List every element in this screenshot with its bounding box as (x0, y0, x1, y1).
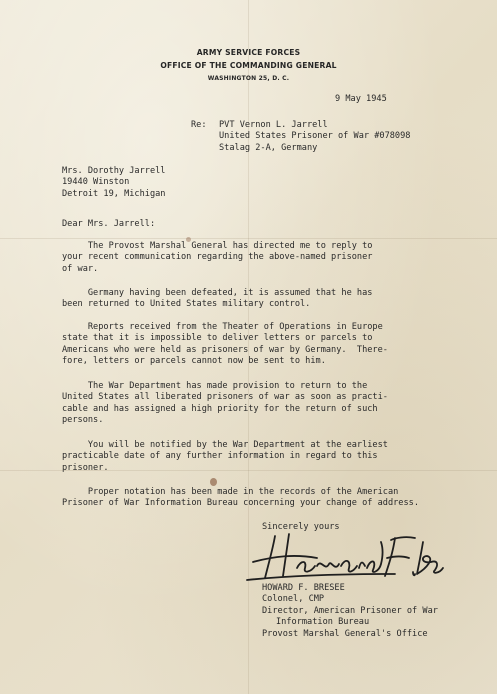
body-line: been returned to United States military control. (62, 299, 311, 310)
ink-stain (210, 478, 217, 486)
body-line: Prisoner of War Information Bureau concerning your change of address. (62, 498, 419, 509)
body-line: United States all liberated prisoners of war as soon as practi- (62, 392, 388, 403)
body-line: Germany having been defeated, it is assumed that he has (62, 288, 373, 298)
body-line: You will be notified by the War Department at the earliest (62, 440, 388, 450)
salutation: Dear Mrs. Jarrell: (62, 219, 156, 229)
signer-title: Information Bureau (276, 617, 370, 628)
body-line: Americans who were held as prisoners of war by Germany. There- (62, 344, 388, 355)
body-line: Proper notation has been made in the records of the American (62, 487, 399, 497)
recipient-line: Detroit 19, Michigan (62, 188, 166, 199)
recipient-address (62, 166, 165, 200)
body-paragraph (62, 381, 388, 427)
closing: Sincerely yours (262, 522, 340, 532)
body-paragraph (62, 288, 372, 311)
signer-block (262, 583, 438, 640)
letterhead-line-3: WASHINGTON 25, D. C. (207, 75, 290, 82)
body-line: persons. (62, 415, 104, 426)
reference-label: Re: (191, 120, 207, 130)
body-paragraph (62, 440, 388, 474)
signer-title: Colonel, CMP (262, 594, 325, 605)
body-line: of war. (62, 263, 99, 274)
reference-block (191, 120, 410, 154)
reference-line-3: Stalag 2-A, Germany (219, 142, 318, 153)
body-line: state that it is impossible to deliver letters or parcels to (62, 333, 373, 344)
signer-title: Provost Marshal General's Office (262, 628, 428, 639)
body-paragraph (62, 487, 419, 510)
body-line: practicable date of any further information in regard to this (62, 451, 378, 462)
body-line: Reports received from the Theater of Operations in Europe (62, 322, 383, 332)
reference-text: PVT Vernon L. Jarrell (219, 120, 328, 130)
body-line: prisoner. (62, 462, 109, 473)
body-line: cable and has assigned a high priority for the return of such (62, 403, 378, 414)
signer-title: Director, American Prisoner of War (262, 605, 438, 616)
signer-name: HOWARD F. BRESEE (262, 583, 345, 593)
reference-line-2: United States Prisoner of War #078098 (219, 131, 411, 142)
letter-date: 9 May 1945 (335, 94, 387, 104)
body-line: The War Department has made provision to return to the (62, 381, 368, 391)
body-paragraph (62, 241, 372, 275)
recipient-line: Mrs. Dorothy Jarrell (62, 166, 166, 176)
handwritten-signature (245, 528, 445, 586)
body-line: your recent communication regarding the above-named prisoner (62, 252, 373, 263)
body-paragraph (62, 322, 388, 368)
letterhead-line-2: OFFICE OF THE COMMANDING GENERAL (160, 61, 337, 70)
recipient-line: 19440 Winston (62, 177, 130, 188)
letterhead-line-1: ARMY SERVICE FORCES (196, 48, 301, 57)
body-line: fore, letters or parcels cannot now be sent to him. (62, 356, 326, 367)
body-line: The Provost Marshal General has directed me to reply to (62, 241, 373, 251)
reference-line-1 (191, 120, 410, 131)
